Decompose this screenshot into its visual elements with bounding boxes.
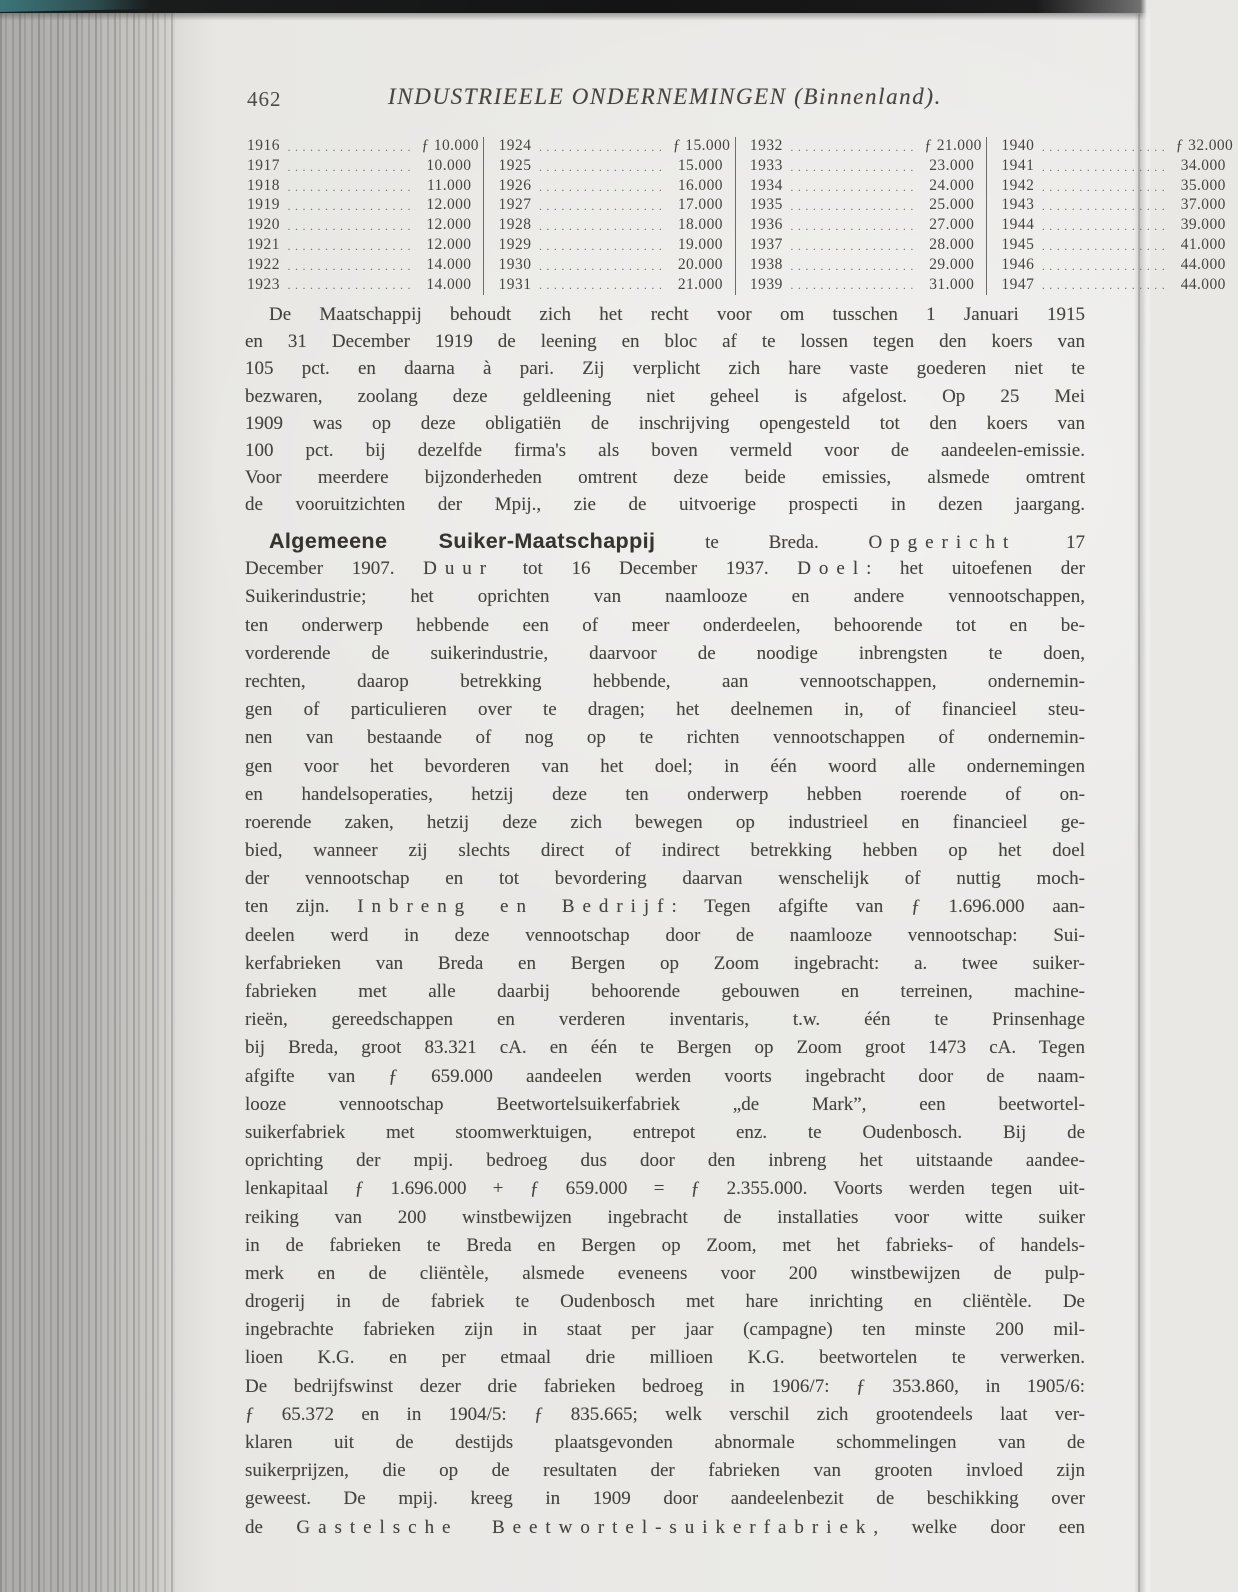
table-row xyxy=(247,157,471,177)
value-cell: 14.000 xyxy=(426,255,472,273)
year-cell: 1929 xyxy=(498,235,532,253)
leader-dots xyxy=(790,176,917,198)
leader-dots xyxy=(287,195,414,217)
table-row xyxy=(247,196,471,216)
leader-dots xyxy=(1041,215,1168,237)
year-cell: 1944 xyxy=(1001,216,1035,234)
year-cell: 1938 xyxy=(749,255,783,273)
year-cell: 1947 xyxy=(1001,275,1035,293)
text-line: Suikerindustrie; het oprichten van naamlooze en andere vennootschappen, xyxy=(245,586,1085,608)
value-cell: 17.000 xyxy=(677,196,723,214)
leader-dots xyxy=(538,176,665,198)
page-number: 462 xyxy=(247,87,282,111)
value-cell: 19.000 xyxy=(677,235,723,253)
year-cell: 1946 xyxy=(1001,255,1035,273)
table-column xyxy=(735,137,986,295)
text-line: 105 pct. en daarna à pari. Zij verplicht zich hare vaste goederen niet te xyxy=(245,358,1085,380)
text-line: in de fabrieken te Breda en Bergen op Zoom, met het fabrieks- of handels- xyxy=(245,1234,1085,1256)
value-cell: 20.000 xyxy=(677,255,723,273)
leader-dots xyxy=(538,274,665,296)
leader-dots xyxy=(790,274,917,296)
leader-dots xyxy=(790,235,917,257)
year-cell: 1939 xyxy=(749,275,783,293)
table-row xyxy=(1001,276,1225,296)
leader-dots xyxy=(538,215,665,237)
table-row xyxy=(750,196,974,216)
value-cell: 10.000 xyxy=(426,156,472,174)
year-cell: 1919 xyxy=(247,196,280,214)
table-column xyxy=(245,137,483,295)
text-line: kerfabrieken van Breda en Bergen op Zoom ingebracht: a. twee suiker- xyxy=(245,952,1085,974)
value-cell: 41.000 xyxy=(1180,235,1226,253)
leader-dots xyxy=(287,176,414,198)
table-row xyxy=(1001,256,1225,276)
text-line: oprichting der mpij. bedroeg dus door den inbreng het uitstaande aandee- xyxy=(245,1150,1085,1172)
paragraph-loan-terms xyxy=(245,301,1085,519)
table-row xyxy=(247,236,471,256)
table-row xyxy=(498,256,722,276)
value-cell: 21.000 xyxy=(677,275,723,293)
year-cell: 1933 xyxy=(749,156,783,174)
year-cell: 1928 xyxy=(498,216,532,234)
value-cell: 16.000 xyxy=(677,176,723,194)
table-row xyxy=(749,137,982,157)
text-line: De bedrijfswinst dezer drie fabrieken bedroeg in 1906/7: ƒ 353.860, in 1905/6: xyxy=(245,1375,1085,1397)
value-cell: 24.000 xyxy=(929,176,975,194)
table-row xyxy=(498,216,722,236)
text-line: De Maatschappij behoudt zich het recht voor om tusschen 1 Januari 1915 xyxy=(269,304,1085,325)
leader-dots xyxy=(790,156,917,178)
leader-dots xyxy=(287,274,414,296)
value-cell: 23.000 xyxy=(929,156,975,174)
year-cell: 1940 xyxy=(1001,137,1035,154)
text-line: rechten, daarop betrekking hebbende, aan vennootschappen, ondernemin- xyxy=(245,670,1085,692)
page-header xyxy=(245,84,1085,116)
spaced-term: en xyxy=(500,896,534,918)
text-line: gen voor het bevorderen van het doel; in één woord alle ondernemingen xyxy=(245,755,1085,777)
table-column xyxy=(483,137,734,295)
leader-dots xyxy=(287,136,414,158)
text-line: nen van bestaande of nog op te richten vennootschappen of ondernemin- xyxy=(245,727,1085,749)
text-line: suikerfabriek met stoomwerktuigen, entrepot enz. te Oudenbosch. Bij de xyxy=(245,1121,1085,1143)
leader-dots xyxy=(790,136,917,158)
text-line: de Gastelsche Beetwortel-suikerfabriek, welke door een xyxy=(245,1516,1086,1538)
leader-dots xyxy=(538,136,665,158)
table-row xyxy=(750,256,974,276)
value-cell: 29.000 xyxy=(929,255,975,273)
text-line: Voor meerdere bijzonderheden omtrent deze beide emissies, alsmede omtrent xyxy=(245,467,1085,489)
table-row xyxy=(750,177,974,197)
text-line: vorderende de suikerindustrie, daarvoor de noodige inbrengsten te doen, xyxy=(245,642,1085,664)
year-cell: 1927 xyxy=(498,196,532,214)
text-line: fabrieken met alle daarbij behoorende gebouwen en terreinen, machine- xyxy=(245,981,1085,1002)
text-line: bied, wanneer zij slechts direct of indirect betrekking hebben op het doel xyxy=(245,840,1085,862)
value-cell: 28.000 xyxy=(929,235,975,253)
leader-dots xyxy=(1041,136,1168,158)
text-line: gen of particulieren over te dragen; het deelnemen in, of financieel steu- xyxy=(245,699,1085,721)
value-cell: ƒ 32.000 xyxy=(1175,137,1234,154)
table-row xyxy=(247,216,471,236)
leader-dots xyxy=(538,255,665,277)
leader-dots xyxy=(790,215,917,237)
text-line: ten zijn. Inbreng en Bedrijf: Tegen afgifte van ƒ 1.696.000 aan- xyxy=(245,896,1086,918)
table-row xyxy=(247,256,471,276)
year-cell: 1916 xyxy=(247,137,280,154)
table-row xyxy=(247,276,471,296)
text-line: 100 pct. bij dezelfde firma's als boven vermeld voor de aandeelen-emissie. xyxy=(245,439,1085,461)
year-cell: 1941 xyxy=(1001,156,1035,174)
text-line: ingebrachte fabrieken zijn in staat per jaar (campagne) ten minste 200 mil- xyxy=(245,1319,1085,1341)
leader-dots xyxy=(1041,274,1168,296)
year-cell: 1934 xyxy=(749,176,783,194)
value-cell: 18.000 xyxy=(677,216,723,234)
leader-dots xyxy=(1041,176,1168,198)
value-cell: 27.000 xyxy=(929,216,975,234)
leader-dots xyxy=(538,235,665,257)
value-cell: ƒ 21.000 xyxy=(924,137,982,154)
table-row xyxy=(498,137,731,157)
text-line: afgifte van ƒ 659.000 aandeelen werden voorts ingebracht door de naam- xyxy=(245,1065,1085,1087)
spaced-term: Duur xyxy=(423,558,495,580)
text-line: de vooruitzichten der Mpij., zie de uitvoerige prospecti in dezen jaargang. xyxy=(245,494,1085,516)
table-row xyxy=(750,157,974,177)
table-row xyxy=(247,137,479,157)
year-cell: 1918 xyxy=(247,176,280,194)
year-cell: 1923 xyxy=(247,275,280,293)
leader-dots xyxy=(790,195,917,217)
book-top-edge xyxy=(0,0,1150,13)
value-cell: 14.000 xyxy=(426,275,472,293)
text-line: December 1907. Duur tot 16 December 1937. Doel: het uitoefenen der xyxy=(245,558,1085,580)
text-line: en 31 December 1919 de leening en bloc af te lossen tegen den koers van xyxy=(245,331,1085,353)
table-row xyxy=(1001,216,1225,236)
year-cell: 1932 xyxy=(749,137,783,154)
value-cell: 12.000 xyxy=(426,196,472,214)
text-line: looze vennootschap Beetwortelsuikerfabriek „de Mark”, een beetwortel- xyxy=(245,1093,1085,1115)
text-line: merk en de cliëntèle, alsmede eveneens voor 200 winstbewijzen de pulp- xyxy=(245,1262,1085,1284)
leader-dots xyxy=(538,156,665,178)
leader-dots xyxy=(1041,156,1168,178)
table-row xyxy=(498,157,722,177)
value-cell: 12.000 xyxy=(426,216,472,234)
year-cell: 1917 xyxy=(247,156,280,174)
leader-dots xyxy=(287,235,414,257)
leader-dots xyxy=(790,255,917,277)
leader-dots xyxy=(287,215,414,237)
value-cell: 15.000 xyxy=(677,156,723,174)
text-line: bezwaren, zoolang deze geldleening niet geheel is afgelost. Op 25 Mei xyxy=(245,385,1085,407)
text-line: lenkapitaal ƒ 1.696.000 + ƒ 659.000 = ƒ 2.355.000. Voorts werden tegen uit- xyxy=(245,1178,1085,1200)
company-name: Algemeene Suiker-Maatschappij xyxy=(269,529,656,553)
text-line: bij Breda, groot 83.321 cA. en één te Bergen op Zoom groot 1473 cA. Tegen xyxy=(245,1037,1085,1059)
spaced-term: Bedrijf xyxy=(561,896,672,918)
value-cell: 11.000 xyxy=(426,176,472,194)
year-cell: 1926 xyxy=(498,176,532,194)
text-line: Algemeene Suiker-Maatschappij te Breda. Opgericht 17 xyxy=(269,529,1085,553)
table-row xyxy=(750,276,974,296)
text-line: klaren uit de destijds plaatsgevonden abnormale schommelingen van de xyxy=(245,1432,1085,1453)
text-line: en handelsoperaties, hetzij deze ten onderwerp hebben roerende of on- xyxy=(245,783,1085,805)
table-row xyxy=(498,177,722,197)
text-line: rieën, gereedschappen en verderen inventaris, t.w. één te Prinsenhage xyxy=(245,1009,1085,1031)
value-cell: 12.000 xyxy=(426,235,472,253)
year-cell: 1931 xyxy=(498,275,532,293)
running-title: INDUSTRIEELE ONDERNEMINGEN (Binnenland). xyxy=(388,84,942,109)
table-row xyxy=(750,236,974,256)
table-row xyxy=(750,216,974,236)
text-line: 1909 was op deze obligatiën de inschrijving opengesteld tot den koers van xyxy=(245,412,1085,434)
year-cell: 1937 xyxy=(749,235,783,253)
spaced-term: Gastelsche xyxy=(296,1516,459,1538)
table-row xyxy=(1001,177,1225,197)
year-cell: 1942 xyxy=(1001,176,1035,194)
book-gutter-page-edges xyxy=(0,10,175,1592)
text-line: ƒ 65.372 en in 1904/5: ƒ 835.665; welk verschil zich grootendeels laat ver- xyxy=(245,1403,1085,1425)
table-row xyxy=(247,177,471,197)
year-cell: 1945 xyxy=(1001,235,1035,253)
text-line: ten onderwerp hebbende een of meer onderdeelen, behoorende tot en be- xyxy=(245,614,1085,636)
year-cell: 1922 xyxy=(247,255,280,273)
year-cell: 1935 xyxy=(749,196,783,214)
value-cell: ƒ 10.000 xyxy=(421,137,479,154)
leader-dots xyxy=(287,255,414,277)
paragraph-company-description xyxy=(245,527,1085,1542)
text-line: geweest. De mpij. kreeg in 1909 door aandeelenbezit de beschikking over xyxy=(245,1488,1085,1510)
table-column xyxy=(986,137,1237,295)
value-cell: 25.000 xyxy=(929,196,975,214)
year-cell: 1936 xyxy=(749,216,783,234)
table-row xyxy=(1001,236,1225,256)
year-cell: 1924 xyxy=(498,137,532,154)
leader-dots xyxy=(287,156,414,178)
value-cell: 37.000 xyxy=(1180,196,1226,214)
table-row xyxy=(1001,137,1234,157)
leader-dots xyxy=(538,195,665,217)
spaced-term: Beetwortel-suikerfabriek xyxy=(491,1516,874,1538)
text-line: reiking van 200 winstbewijzen ingebracht de installaties voor witte suiker xyxy=(245,1206,1085,1228)
text-line: deelen werd in deze vennootschap door de naamlooze vennootschap: Sui- xyxy=(245,924,1085,946)
table-row xyxy=(498,276,722,296)
value-cell: ƒ 15.000 xyxy=(672,137,731,154)
text-line: roerende zaken, hetzij deze zich bewegen op industrieel en financieel ge- xyxy=(245,811,1085,833)
spaced-term: Inbreng xyxy=(357,896,473,918)
year-cell: 1943 xyxy=(1001,196,1035,214)
leader-dots xyxy=(1041,255,1168,277)
year-cell: 1925 xyxy=(498,156,532,174)
value-cell: 35.000 xyxy=(1180,176,1226,194)
value-cell: 31.000 xyxy=(929,275,975,293)
value-cell: 44.000 xyxy=(1180,255,1226,273)
text-line: drogerij in de fabriek te Oudenbosch met hare inrichting en cliëntèle. De xyxy=(245,1291,1085,1313)
spaced-term: Doel xyxy=(797,558,867,580)
year-cell: 1920 xyxy=(247,216,280,234)
text-line: lioen K.G. en per etmaal drie millioen K.G. beetwortelen te verwerken. xyxy=(245,1347,1085,1369)
leader-dots xyxy=(1041,235,1168,257)
year-cell: 1930 xyxy=(498,255,532,273)
table-row xyxy=(1001,196,1225,216)
value-cell: 39.000 xyxy=(1180,216,1226,234)
table-row xyxy=(1001,157,1225,177)
spaced-term: Opgericht xyxy=(868,532,1017,553)
table-row xyxy=(498,236,722,256)
text-line: der vennootschap en tot bevordering daarvan wenschelijk of nuttig moch- xyxy=(245,868,1085,890)
year-cell: 1921 xyxy=(247,235,280,253)
value-cell: 44.000 xyxy=(1180,275,1226,293)
value-cell: 34.000 xyxy=(1180,156,1226,174)
leader-dots xyxy=(1041,195,1168,217)
yearly-values-table xyxy=(245,137,1234,295)
table-row xyxy=(498,196,722,216)
text-line: suikerprijzen, die op de resultaten der fabrieken van grooten invloed zijn xyxy=(245,1460,1085,1482)
